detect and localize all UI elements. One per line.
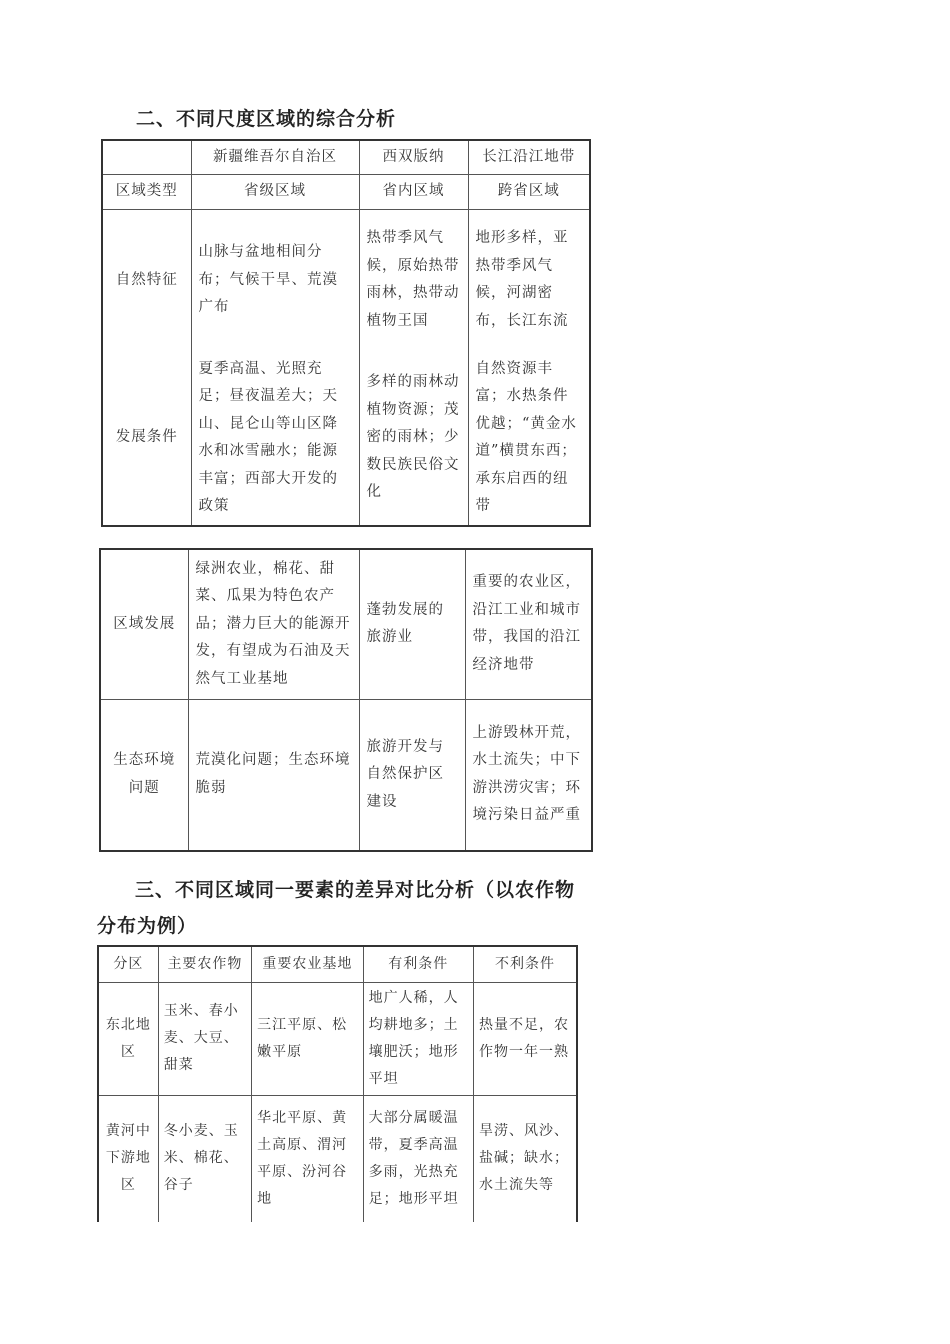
table-cell: 地形多样，亚热带季风气候，河湖密布，长江东流 (468, 209, 590, 351)
bases-cell: 三江平原、松嫩平原 (252, 982, 363, 1095)
region-cell: 东北地区 (98, 982, 158, 1095)
bases-cell: 华北平原、黄土高原、渭河平原、汾河谷地 (252, 1095, 363, 1222)
table-row (98, 982, 577, 1095)
table-cell: 自然资源丰富；水热条件优越；“黄金水道”横贯东西；承东启西的纽带 (468, 351, 590, 526)
table-header-row (102, 140, 590, 174)
row-label: 发展条件 (102, 351, 191, 526)
table-cell: 省级区域 (191, 174, 359, 209)
header-cell-region: 分区 (98, 946, 158, 982)
row-label: 生态环境问题 (100, 699, 188, 851)
table-cell: 荒漠化问题；生态环境脆弱 (188, 699, 359, 851)
header-cell-pros: 有利条件 (363, 946, 473, 982)
cons-cell: 旱涝、风沙、盐碱；缺水；水土流失等 (474, 1095, 577, 1222)
header-cell-xishuangbanna: 西双版纳 (359, 140, 468, 174)
header-cell-yangtze: 长江沿江地带 (468, 140, 590, 174)
pros-cell: 地广人稀，人均耕地多；土壤肥沃；地形平坦 (363, 982, 473, 1095)
header-cell-cons: 不利条件 (474, 946, 577, 982)
crop-distribution-table (97, 945, 578, 1222)
table-row (102, 174, 590, 209)
section3-title: 三、不同区域同一要素的差异对比分析（以农作物分布为例） (97, 879, 576, 937)
crops-cell: 冬小麦、玉米、棉花、谷子 (158, 1095, 251, 1222)
table-row (100, 549, 592, 699)
table-cell: 跨省区域 (468, 174, 590, 209)
crops-cell: 玉米、春小麦、大豆、甜菜 (158, 982, 251, 1095)
region-cell: 黄河中下游地区 (98, 1095, 158, 1222)
table-row (98, 1095, 577, 1222)
table-row (100, 699, 592, 851)
table-cell: 多样的雨林动植物资源；茂密的雨林；少数民族民俗文化 (359, 351, 468, 526)
table-header-row (98, 946, 577, 982)
header-cell-xinjiang: 新疆维吾尔自治区 (191, 140, 359, 174)
header-cell-crops: 主要农作物 (158, 946, 251, 982)
row-label: 区域类型 (102, 174, 191, 209)
header-cell-bases: 重要农业基地 (252, 946, 363, 982)
regional-analysis-table (101, 139, 591, 527)
row-label: 区域发展 (100, 549, 188, 699)
table-cell: 旅游开发与自然保护区建设 (359, 699, 465, 851)
table-row (102, 351, 590, 526)
table-cell: 热带季风气候，原始热带雨林，热带动植物王国 (359, 209, 468, 351)
table-cell: 蓬勃发展的旅游业 (359, 549, 465, 699)
cons-cell: 热量不足，农作物一年一熟 (474, 982, 577, 1095)
pros-cell: 大部分属暖温带，夏季高温多雨，光热充足；地形平坦 (363, 1095, 473, 1222)
table-cell: 山脉与盆地相间分布；气候干旱、荒漠广布 (191, 209, 359, 351)
table-cell: 绿洲农业，棉花、甜菜、瓜果为特色农产品；潜力巨大的能源开发，有望成为石油及天然气工业基地 (188, 549, 359, 699)
table-cell: 上游毁林开荒，水土流失；中下游洪涝灾害；环境污染日益严重 (465, 699, 592, 851)
table-cell: 夏季高温、光照充足；昼夜温差大；天山、昆仑山等山区降水和冰雪融水；能源丰富；西部大开发的政策 (191, 351, 359, 526)
table-cell: 重要的农业区，沿江工业和城市带，我国的沿江经济地带 (465, 549, 592, 699)
header-cell-empty (102, 140, 191, 174)
regional-analysis-table-continued (99, 548, 593, 852)
table-cell: 省内区域 (359, 174, 468, 209)
row-label: 自然特征 (102, 209, 191, 351)
table-row (102, 209, 590, 351)
section2-title: 二、不同尺度区域的综合分析 (136, 108, 397, 130)
